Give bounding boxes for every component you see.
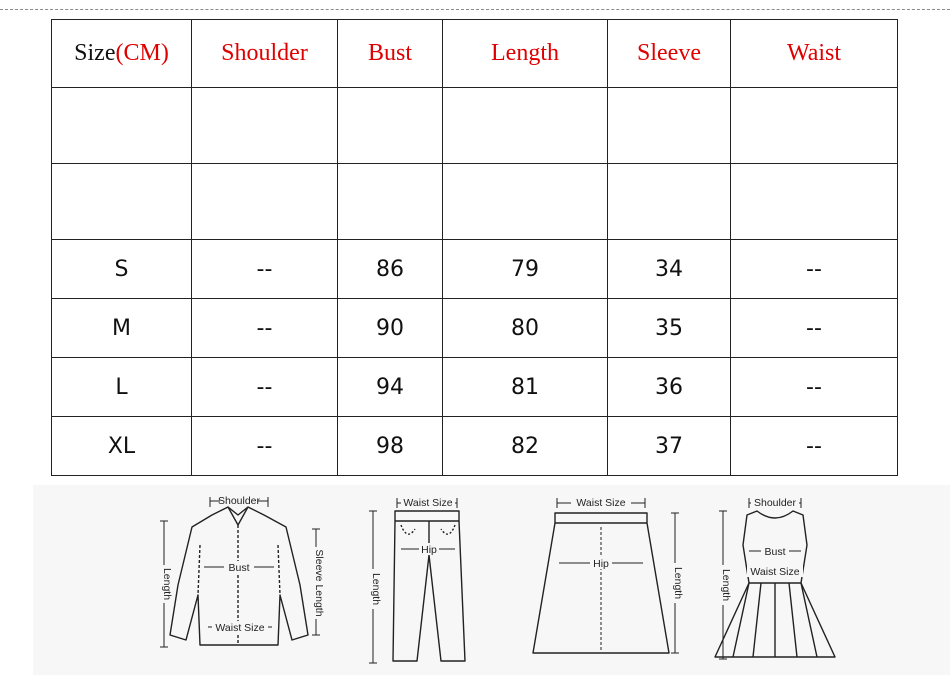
cell-size: M — [52, 299, 192, 358]
pants-outline-icon — [393, 511, 465, 661]
cell-bust: 86 — [338, 240, 443, 299]
blank-cell — [731, 88, 898, 164]
header-waist: Waist — [731, 20, 898, 88]
table-row-xl — [52, 417, 898, 476]
pants-diagram — [363, 485, 473, 675]
shirt-bust-label: Bust — [228, 562, 250, 574]
table-row-m — [52, 299, 898, 358]
dress-diagram — [711, 485, 841, 675]
size-chart-table — [51, 19, 898, 476]
blank-row — [52, 164, 898, 240]
blank-row — [52, 88, 898, 164]
blank-cell — [338, 88, 443, 164]
cell-length: 79 — [443, 240, 608, 299]
cell-shoulder: -- — [192, 240, 338, 299]
blank-cell — [52, 164, 192, 240]
cell-length: 80 — [443, 299, 608, 358]
cell-size: XL — [52, 417, 192, 476]
cell-sleeve: 36 — [608, 358, 731, 417]
table-row-l — [52, 358, 898, 417]
cell-bust: 98 — [338, 417, 443, 476]
cell-size: L — [52, 358, 192, 417]
cell-shoulder: -- — [192, 299, 338, 358]
cell-bust: 94 — [338, 358, 443, 417]
shirt-sleeve-label: Sleeve Length — [313, 549, 325, 617]
dress-length-label: Length — [720, 568, 732, 602]
pants-length-label: Length — [370, 572, 382, 606]
cell-sleeve: 35 — [608, 299, 731, 358]
blank-cell — [192, 88, 338, 164]
dress-waist-label: Waist Size — [750, 566, 800, 578]
cell-sleeve: 34 — [608, 240, 731, 299]
pants-hip-label: Hip — [421, 544, 437, 556]
cell-length: 82 — [443, 417, 608, 476]
cell-waist: -- — [731, 358, 898, 417]
dress-bust-label: Bust — [764, 546, 786, 558]
blank-cell — [608, 164, 731, 240]
cell-waist: -- — [731, 299, 898, 358]
header-shoulder: Shoulder — [192, 20, 338, 88]
blank-cell — [731, 164, 898, 240]
skirt-length-label: Length — [672, 566, 684, 600]
cell-sleeve: 37 — [608, 417, 731, 476]
blank-cell — [608, 88, 731, 164]
top-dashed-divider — [0, 9, 950, 10]
header-bust: Bust — [338, 20, 443, 88]
shirt-length-label: Length — [161, 567, 173, 601]
skirt-diagram — [529, 485, 689, 675]
pants-waist-label: Waist Size — [403, 497, 453, 509]
header-length: Length — [443, 20, 608, 88]
cell-length: 81 — [443, 358, 608, 417]
cell-bust: 90 — [338, 299, 443, 358]
shirt-waist-label: Waist Size — [215, 622, 265, 634]
cell-shoulder: -- — [192, 358, 338, 417]
blank-cell — [443, 164, 608, 240]
cell-size: S — [52, 240, 192, 299]
blank-cell — [443, 88, 608, 164]
dress-outline-icon — [715, 511, 835, 657]
cell-waist: -- — [731, 240, 898, 299]
blank-cell — [192, 164, 338, 240]
shirt-diagram — [160, 485, 340, 675]
dress-shoulder-label: Shoulder — [753, 497, 797, 509]
table-row-s — [52, 240, 898, 299]
blank-cell — [52, 88, 192, 164]
measurement-diagrams — [33, 485, 950, 675]
header-size: Size(CM) — [52, 20, 192, 88]
skirt-waist-label: Waist Size — [576, 497, 626, 509]
shirt-shoulder-label: Shoulder — [217, 495, 261, 507]
cell-shoulder: -- — [192, 417, 338, 476]
blank-cell — [338, 164, 443, 240]
skirt-hip-label: Hip — [593, 558, 609, 570]
header-row — [52, 20, 898, 88]
cell-waist: -- — [731, 417, 898, 476]
header-sleeve: Sleeve — [608, 20, 731, 88]
